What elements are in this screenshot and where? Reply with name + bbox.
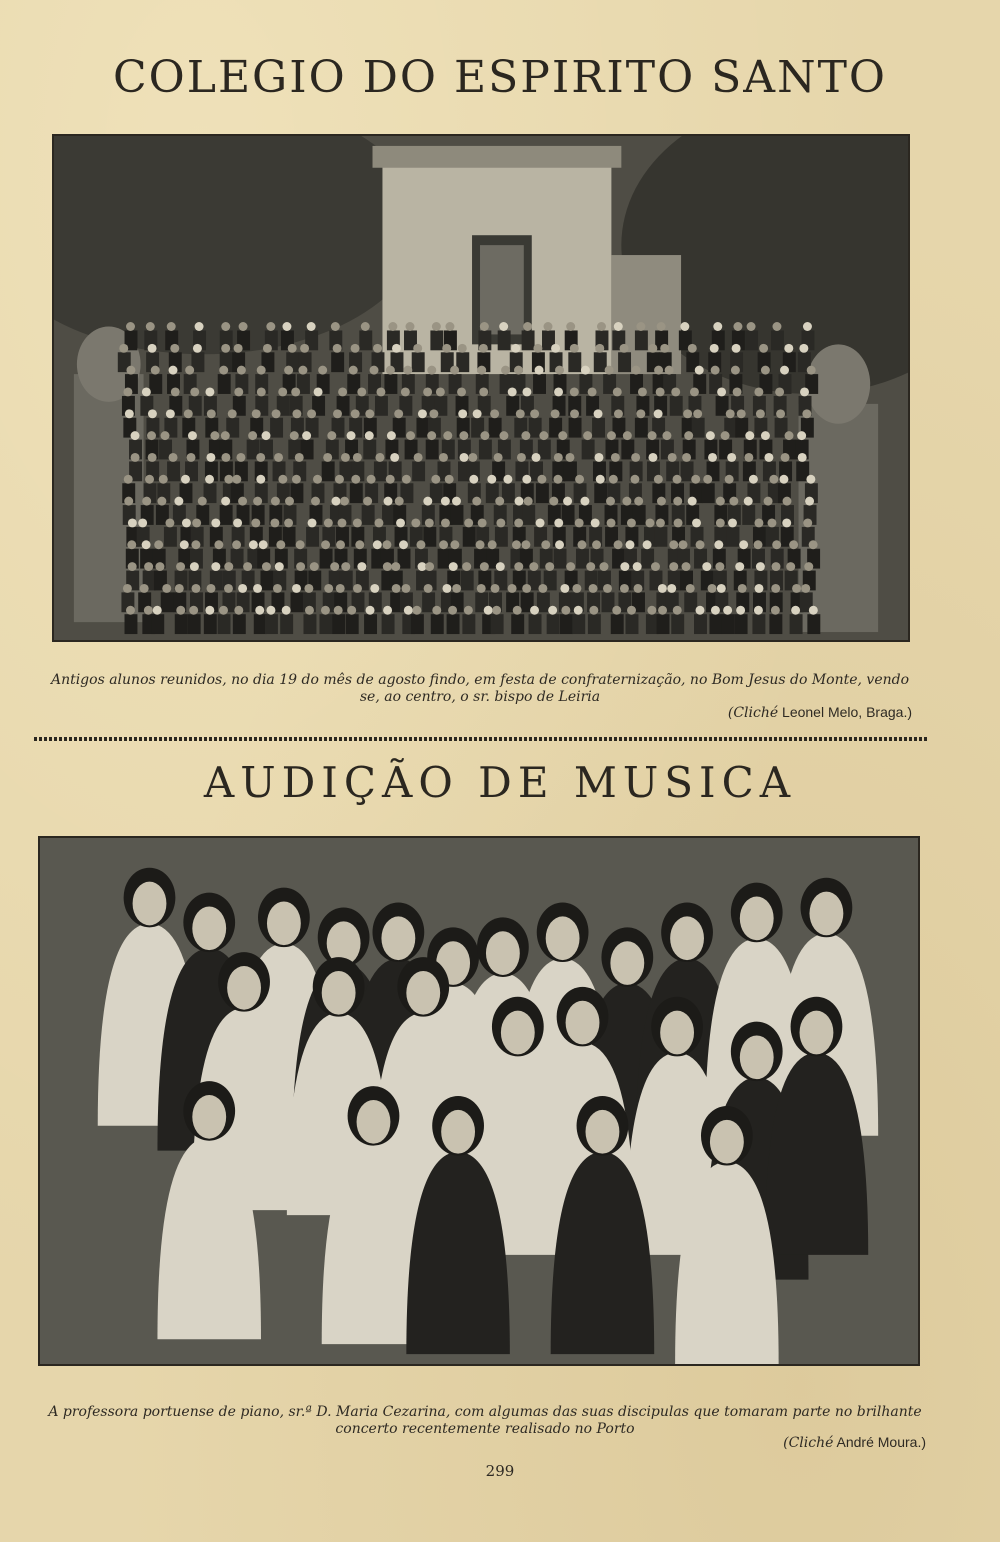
credit-photographer: Leonel Melo, Braga.): [782, 704, 912, 720]
credit-music: [783, 1434, 926, 1451]
group-photo-music-students: [38, 836, 920, 1366]
alumni-crowd: [118, 322, 821, 634]
alumni-photo-illustration: [54, 136, 908, 640]
music-students-photo-illustration: [40, 838, 918, 1364]
section-title-colegio: COLEGIO DO ESPIRITO SANTO: [112, 52, 887, 103]
group-photo-alumni: [52, 134, 910, 642]
credit-label: (Cliché: [727, 705, 779, 721]
caption-alumni: Antigos alunos reunidos, no dia 19 do mês de agosto findo, em festa de confraternização, no Bom Jesus do Monte, vendo se, ao centro, o sr. bispo de Leiria: [50, 672, 910, 705]
credit-photographer: André Moura.): [836, 1434, 926, 1450]
credit-label: (Cliché: [783, 1435, 834, 1451]
music-students-group: [98, 868, 878, 1364]
caption-music: A professora portuense de piano, sr.ª D. Maria Cezarina, com algumas das suas discipulas que tomaram parte no brilhante concerto recentemente realisado no Porto: [48, 1404, 922, 1437]
section-title-audicao: AUDIÇÃO DE MUSICA: [203, 758, 797, 807]
credit-alumni: [728, 704, 912, 721]
page-number: 299: [485, 1462, 515, 1480]
dotted-divider: [34, 737, 928, 741]
